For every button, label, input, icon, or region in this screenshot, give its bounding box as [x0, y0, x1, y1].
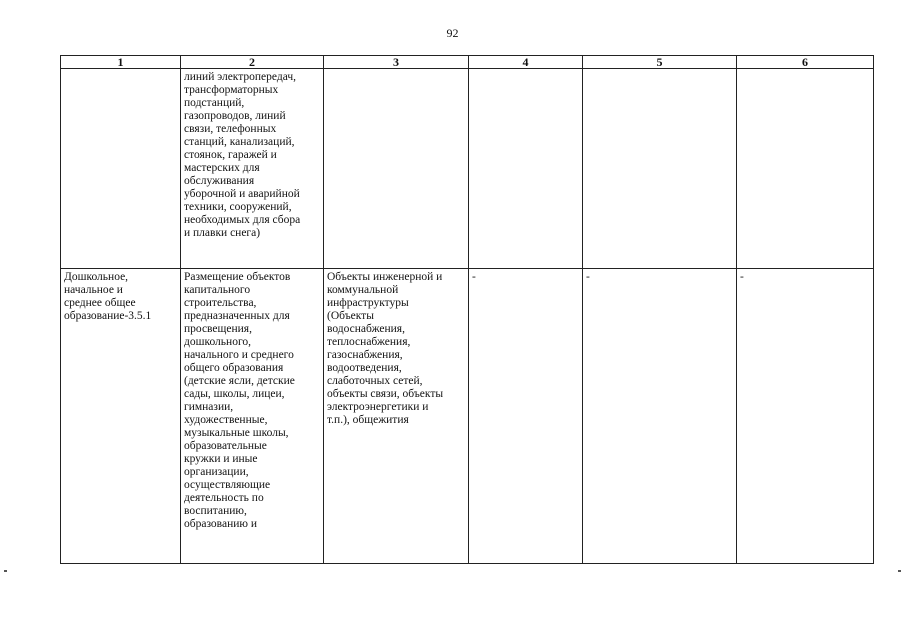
column-header-4: 4: [469, 56, 583, 69]
table-cell: -: [583, 269, 737, 564]
table-cell: [61, 69, 181, 269]
table-header-row: [61, 56, 874, 69]
scan-edge-mark-left: [4, 570, 7, 572]
table-cell: Дошкольное, начальное и среднее общее образование-3.5.1: [61, 269, 181, 564]
column-header-3: 3: [324, 56, 469, 69]
table-cell: -: [737, 269, 874, 564]
page-number: 92: [446, 26, 459, 40]
table-cell: [324, 69, 469, 269]
table-cell: линий электропередач, трансформаторных подстанций, газопроводов, линий связи, телефонных станций, канализаций, стоянок, гаражей и мастерских для обслуживания уборочной и аварийной техники, сооружений, необходимых для сбора и плавки снега): [181, 69, 324, 269]
table-cell: [469, 69, 583, 269]
column-header-6: 6: [737, 56, 874, 69]
scan-edge-mark-right: [898, 570, 901, 572]
table-cell: Объекты инженерной и коммунальной инфраструктуры (Объекты водоснабжения, теплоснабжения, газоснабжения, водоотведения, слаботочных сетей, объекты связи, объекты электроэнергетики и т.п.), общежития: [324, 269, 469, 564]
table-row: [61, 69, 874, 269]
table-cell: [737, 69, 874, 269]
table-cell: Размещение объектов капитального строительства, предназначенных для просвещения, дошкольного, начального и среднего общего образования (детские ясли, детские сады, школы, лицеи, гимназии, художественные, музыкальные школы, образовательные кружки и иные организации, осуществляющие деятельность по воспитанию, образованию и: [181, 269, 324, 564]
column-header-2: 2: [181, 56, 324, 69]
regulation-table: [60, 55, 874, 564]
table-cell: -: [469, 269, 583, 564]
column-header-1: 1: [61, 56, 181, 69]
table-cell: [583, 69, 737, 269]
column-header-5: 5: [583, 56, 737, 69]
table-row: [61, 269, 874, 564]
